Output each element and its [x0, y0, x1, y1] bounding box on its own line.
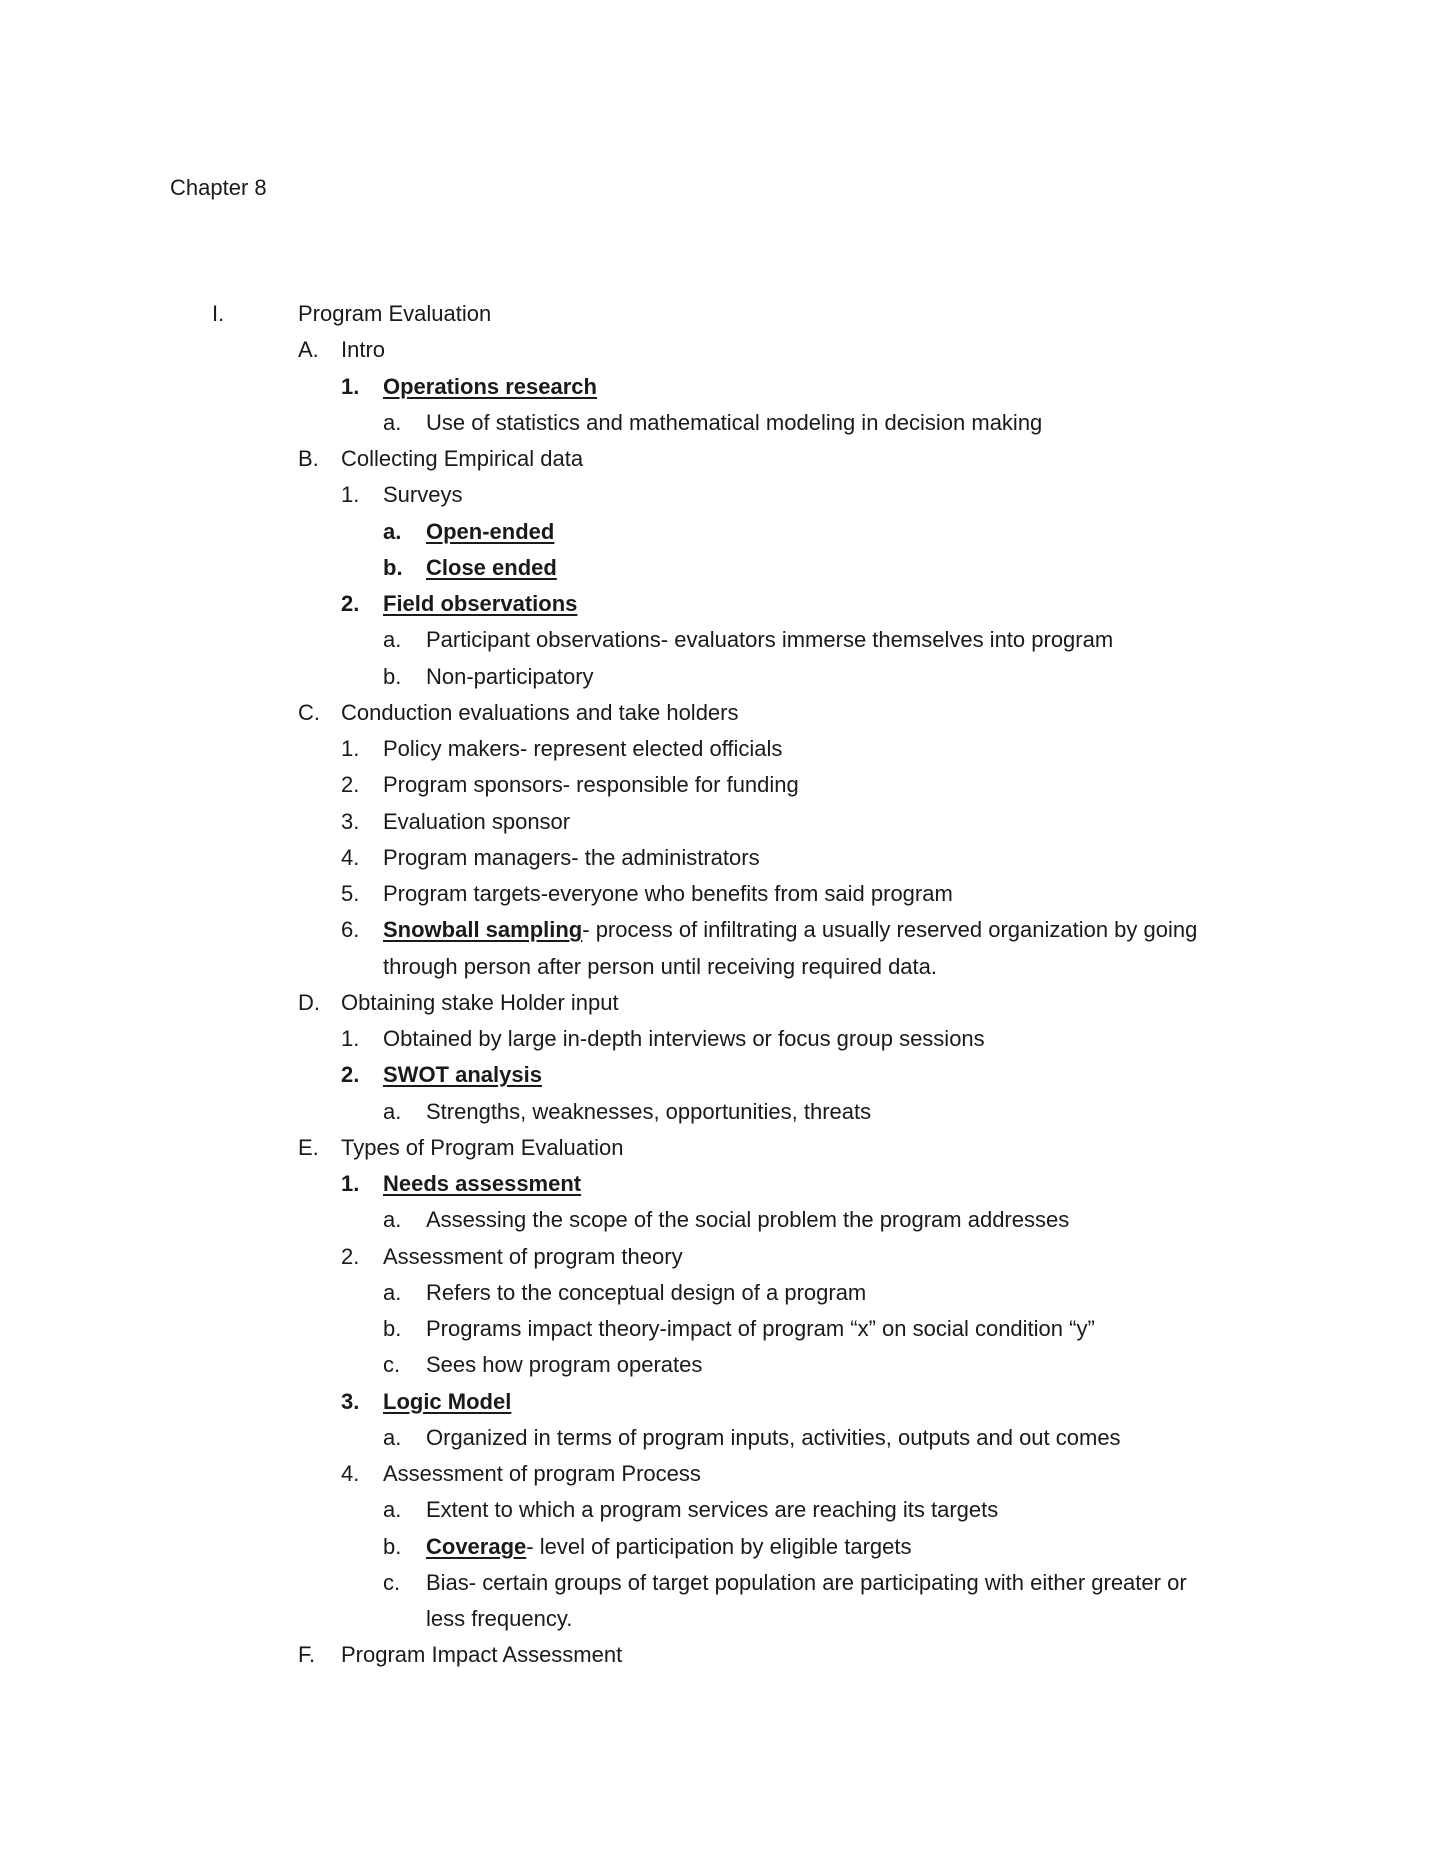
outline-marker: 4.	[341, 844, 360, 870]
outline-item-e2c	[0, 1347, 1456, 1383]
outline-marker: A.	[298, 337, 319, 363]
outline-marker: a.	[383, 409, 402, 435]
outline-item-c1	[0, 731, 1456, 767]
outline-marker: 1.	[341, 736, 360, 761]
outline-text: Program managers- the administrators	[383, 844, 760, 870]
outline-item-b1	[0, 477, 1456, 513]
outline-marker: 2.	[341, 591, 360, 616]
chapter-title: Chapter 8	[170, 175, 267, 200]
outline-item-e1a	[0, 1202, 1456, 1238]
outline-marker: a.	[383, 518, 402, 544]
outline-marker: a.	[383, 1098, 402, 1124]
outline-item-b	[0, 441, 1456, 477]
outline-item-a	[0, 332, 1456, 368]
outline-item-b2	[0, 586, 1456, 622]
outline-item-e4a	[0, 1492, 1456, 1528]
outline-term: SWOT analysis	[383, 1062, 542, 1088]
outline-text: Program Evaluation	[298, 301, 492, 326]
outline-item-d2a	[0, 1094, 1456, 1130]
outline-text: Policy makers- represent elected officials	[383, 736, 783, 761]
outline-item-a1a	[0, 405, 1456, 441]
outline-term: Snowball sampling	[383, 917, 583, 943]
outline-text: Intro	[341, 337, 386, 363]
outline-marker: b.	[383, 1533, 402, 1559]
outline-marker: I.	[212, 301, 225, 326]
outline-text: Conduction evaluations and take holders	[341, 699, 739, 725]
outline-marker: 4.	[341, 1461, 360, 1486]
outline-text: Assessment of program Process	[383, 1461, 701, 1486]
outline-continuation: less frequency.	[426, 1606, 573, 1631]
outline-item-b2b	[0, 659, 1456, 695]
outline-item-c4	[0, 840, 1456, 876]
outline-text: Evaluation sponsor	[383, 808, 571, 834]
outline-item-a1	[0, 369, 1456, 405]
outline-marker: a.	[383, 1497, 402, 1523]
outline-marker: E.	[298, 1134, 319, 1160]
outline-marker: c.	[383, 1352, 401, 1378]
outline-marker: 1.	[341, 373, 360, 399]
outline	[0, 296, 1456, 1674]
outline-marker: D.	[298, 989, 320, 1015]
outline-text: Surveys	[383, 482, 463, 508]
outline-item-b1a	[0, 514, 1456, 550]
outline-item-c2	[0, 767, 1456, 803]
outline-item-i	[0, 296, 1456, 332]
outline-marker: 2.	[341, 1062, 360, 1088]
outline-item-e3	[0, 1384, 1456, 1420]
outline-item-c	[0, 695, 1456, 731]
outline-item-b2a	[0, 622, 1456, 658]
outline-text: Collecting Empirical data	[341, 446, 584, 471]
outline-text: Obtained by large in-depth interviews or focus group sessions	[383, 1026, 985, 1051]
outline-text: Extent to which a program services are reaching its targets	[426, 1497, 999, 1523]
outline-text: Strengths, weaknesses, opportunities, threats	[426, 1098, 872, 1124]
outline-continuation: through person after person until receiving required data.	[383, 953, 938, 979]
outline-item-e3a	[0, 1420, 1456, 1456]
outline-term: Operations research	[383, 373, 597, 399]
outline-marker: F.	[298, 1642, 316, 1668]
outline-marker: 1.	[341, 1026, 360, 1051]
outline-text: Use of statistics and mathematical modeling in decision making	[426, 409, 1043, 435]
outline-text: Program sponsors- responsible for funding	[383, 772, 799, 798]
outline-item-e4c	[0, 1565, 1456, 1601]
outline-text: Program Impact Assessment	[341, 1642, 623, 1668]
outline-text: Assessing the scope of the social problem the program addresses	[426, 1207, 1070, 1233]
outline-term: Coverage	[426, 1533, 527, 1559]
outline-item-e2a	[0, 1275, 1456, 1311]
outline-item-e4	[0, 1456, 1456, 1492]
outline-text: Programs impact theory-impact of program “x” on social condition “y”	[426, 1316, 1095, 1341]
outline-term: Needs assessment	[383, 1171, 582, 1196]
outline-term: Logic Model	[383, 1388, 512, 1414]
outline-text: Assessment of program theory	[383, 1243, 683, 1269]
outline-marker: a.	[383, 1279, 402, 1305]
outline-text: Bias- certain groups of target population are participating with either greater or	[426, 1569, 1187, 1595]
outline-item-e4c-continuation	[0, 1601, 1456, 1637]
outline-item-d	[0, 985, 1456, 1021]
outline-term: Field observations	[383, 591, 578, 616]
outline-marker: 2.	[341, 1243, 360, 1269]
outline-item-c6-continuation	[0, 949, 1456, 985]
outline-marker: b.	[383, 554, 403, 580]
outline-marker: 1.	[341, 482, 360, 508]
outline-marker: B.	[298, 446, 319, 471]
outline-marker: 1.	[341, 1171, 360, 1196]
outline-text: Types of Program Evaluation	[341, 1134, 624, 1160]
outline-item-e2b	[0, 1311, 1456, 1347]
outline-item-d2	[0, 1057, 1456, 1093]
outline-marker: b.	[383, 663, 402, 689]
outline-text	[383, 912, 1197, 948]
outline-definition: - level of participation by eligible targets	[526, 1533, 912, 1559]
outline-marker: a.	[383, 1424, 402, 1450]
outline-marker: 6.	[341, 917, 360, 943]
outline-marker: 3.	[341, 1388, 360, 1414]
outline-definition: - process of infiltrating a usually reserved organization by going	[582, 917, 1198, 943]
outline-marker: 2.	[341, 772, 360, 798]
outline-item-e2	[0, 1239, 1456, 1275]
outline-item-f	[0, 1637, 1456, 1673]
outline-marker: 3.	[341, 808, 360, 834]
outline-text: Organized in terms of program inputs, activities, outputs and out comes	[426, 1424, 1121, 1450]
outline-text: Non-participatory	[426, 663, 594, 689]
outline-text	[426, 1529, 912, 1565]
outline-text: Program targets-everyone who benefits from said program	[383, 881, 953, 906]
outline-term: Open-ended	[426, 518, 555, 544]
outline-text: Sees how program operates	[426, 1352, 703, 1378]
outline-marker: c.	[383, 1569, 401, 1595]
outline-marker: b.	[383, 1316, 402, 1341]
outline-marker: a.	[383, 627, 402, 653]
outline-marker: a.	[383, 1207, 402, 1233]
outline-item-c5	[0, 876, 1456, 912]
outline-item-b1b	[0, 550, 1456, 586]
outline-text: Obtaining stake Holder input	[341, 989, 619, 1015]
outline-item-c6	[0, 912, 1456, 948]
outline-term: Close ended	[426, 554, 557, 580]
outline-item-d1	[0, 1021, 1456, 1057]
outline-item-e	[0, 1130, 1456, 1166]
outline-item-e1	[0, 1166, 1456, 1202]
outline-item-e4b	[0, 1529, 1456, 1565]
outline-text: Refers to the conceptual design of a program	[426, 1279, 867, 1305]
outline-marker: C.	[298, 699, 320, 725]
outline-text: Participant observations- evaluators immerse themselves into program	[426, 627, 1114, 653]
outline-item-c3	[0, 804, 1456, 840]
outline-marker: 5.	[341, 881, 360, 906]
